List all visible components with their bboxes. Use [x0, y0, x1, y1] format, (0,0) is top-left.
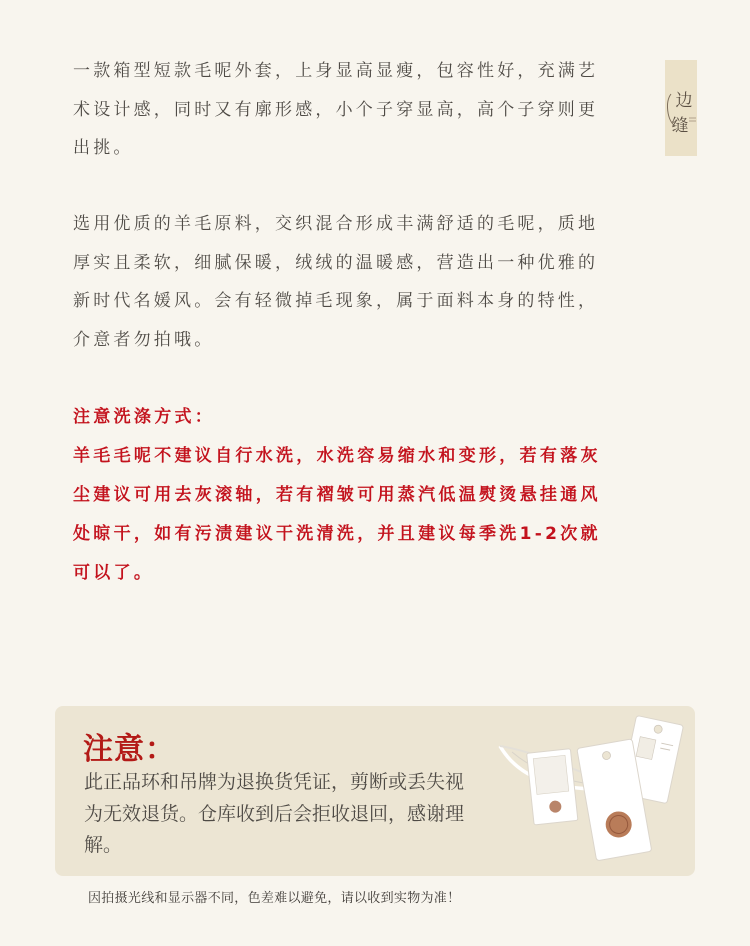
- description-paragraph-2: 选用优质的羊毛原料，交织混合形成丰满舒适的毛呢，质地厚实且柔软，细腻保暖，绒绒的温暖感，营造出一种优雅的新时代名媛风。会有轻微掉毛现象，属于面料本身的特性，介意者勿拍哦。: [73, 214, 599, 350]
- notice-title: 注意：: [83, 732, 176, 767]
- brand-badge-char-2: 缝: [671, 116, 689, 136]
- care-instructions-body: 羊毛毛呢不建议自行水洗，水洗容易缩水和变形，若有落灰尘建议可用去灰滚轴，若有褶皱可用蒸汽低温熨烫悬挂通风处晾干，如有污渍建议干洗清洗，并且建议每季洗1-2次就可以了。: [73, 446, 601, 583]
- notice-box: [55, 706, 695, 876]
- hang-tag-2: [527, 749, 578, 825]
- notice-text: 此正品环和吊牌为退换货凭证，剪断或丢失视为无效退货。仓库收到后会拒收退回，感谢理解。: [84, 771, 465, 856]
- brand-badge-art: [665, 60, 697, 156]
- care-instructions-title: 注意洗涤方式：: [73, 407, 216, 427]
- brand-badge-char-1: 边: [675, 91, 693, 111]
- color-difference-note: 因拍摄光线和显示器不同，色差难以避免，请以收到实物为准！: [88, 891, 461, 906]
- brand-badge: [665, 60, 697, 156]
- description-paragraph-1: 一款箱型短款毛呢外套，上身显高显瘦，包容性好，充满艺术设计感，同时又有廓形感，小个子穿显高，高个子穿则更出挑。: [73, 61, 599, 158]
- hang-tag-illustration: [480, 714, 695, 872]
